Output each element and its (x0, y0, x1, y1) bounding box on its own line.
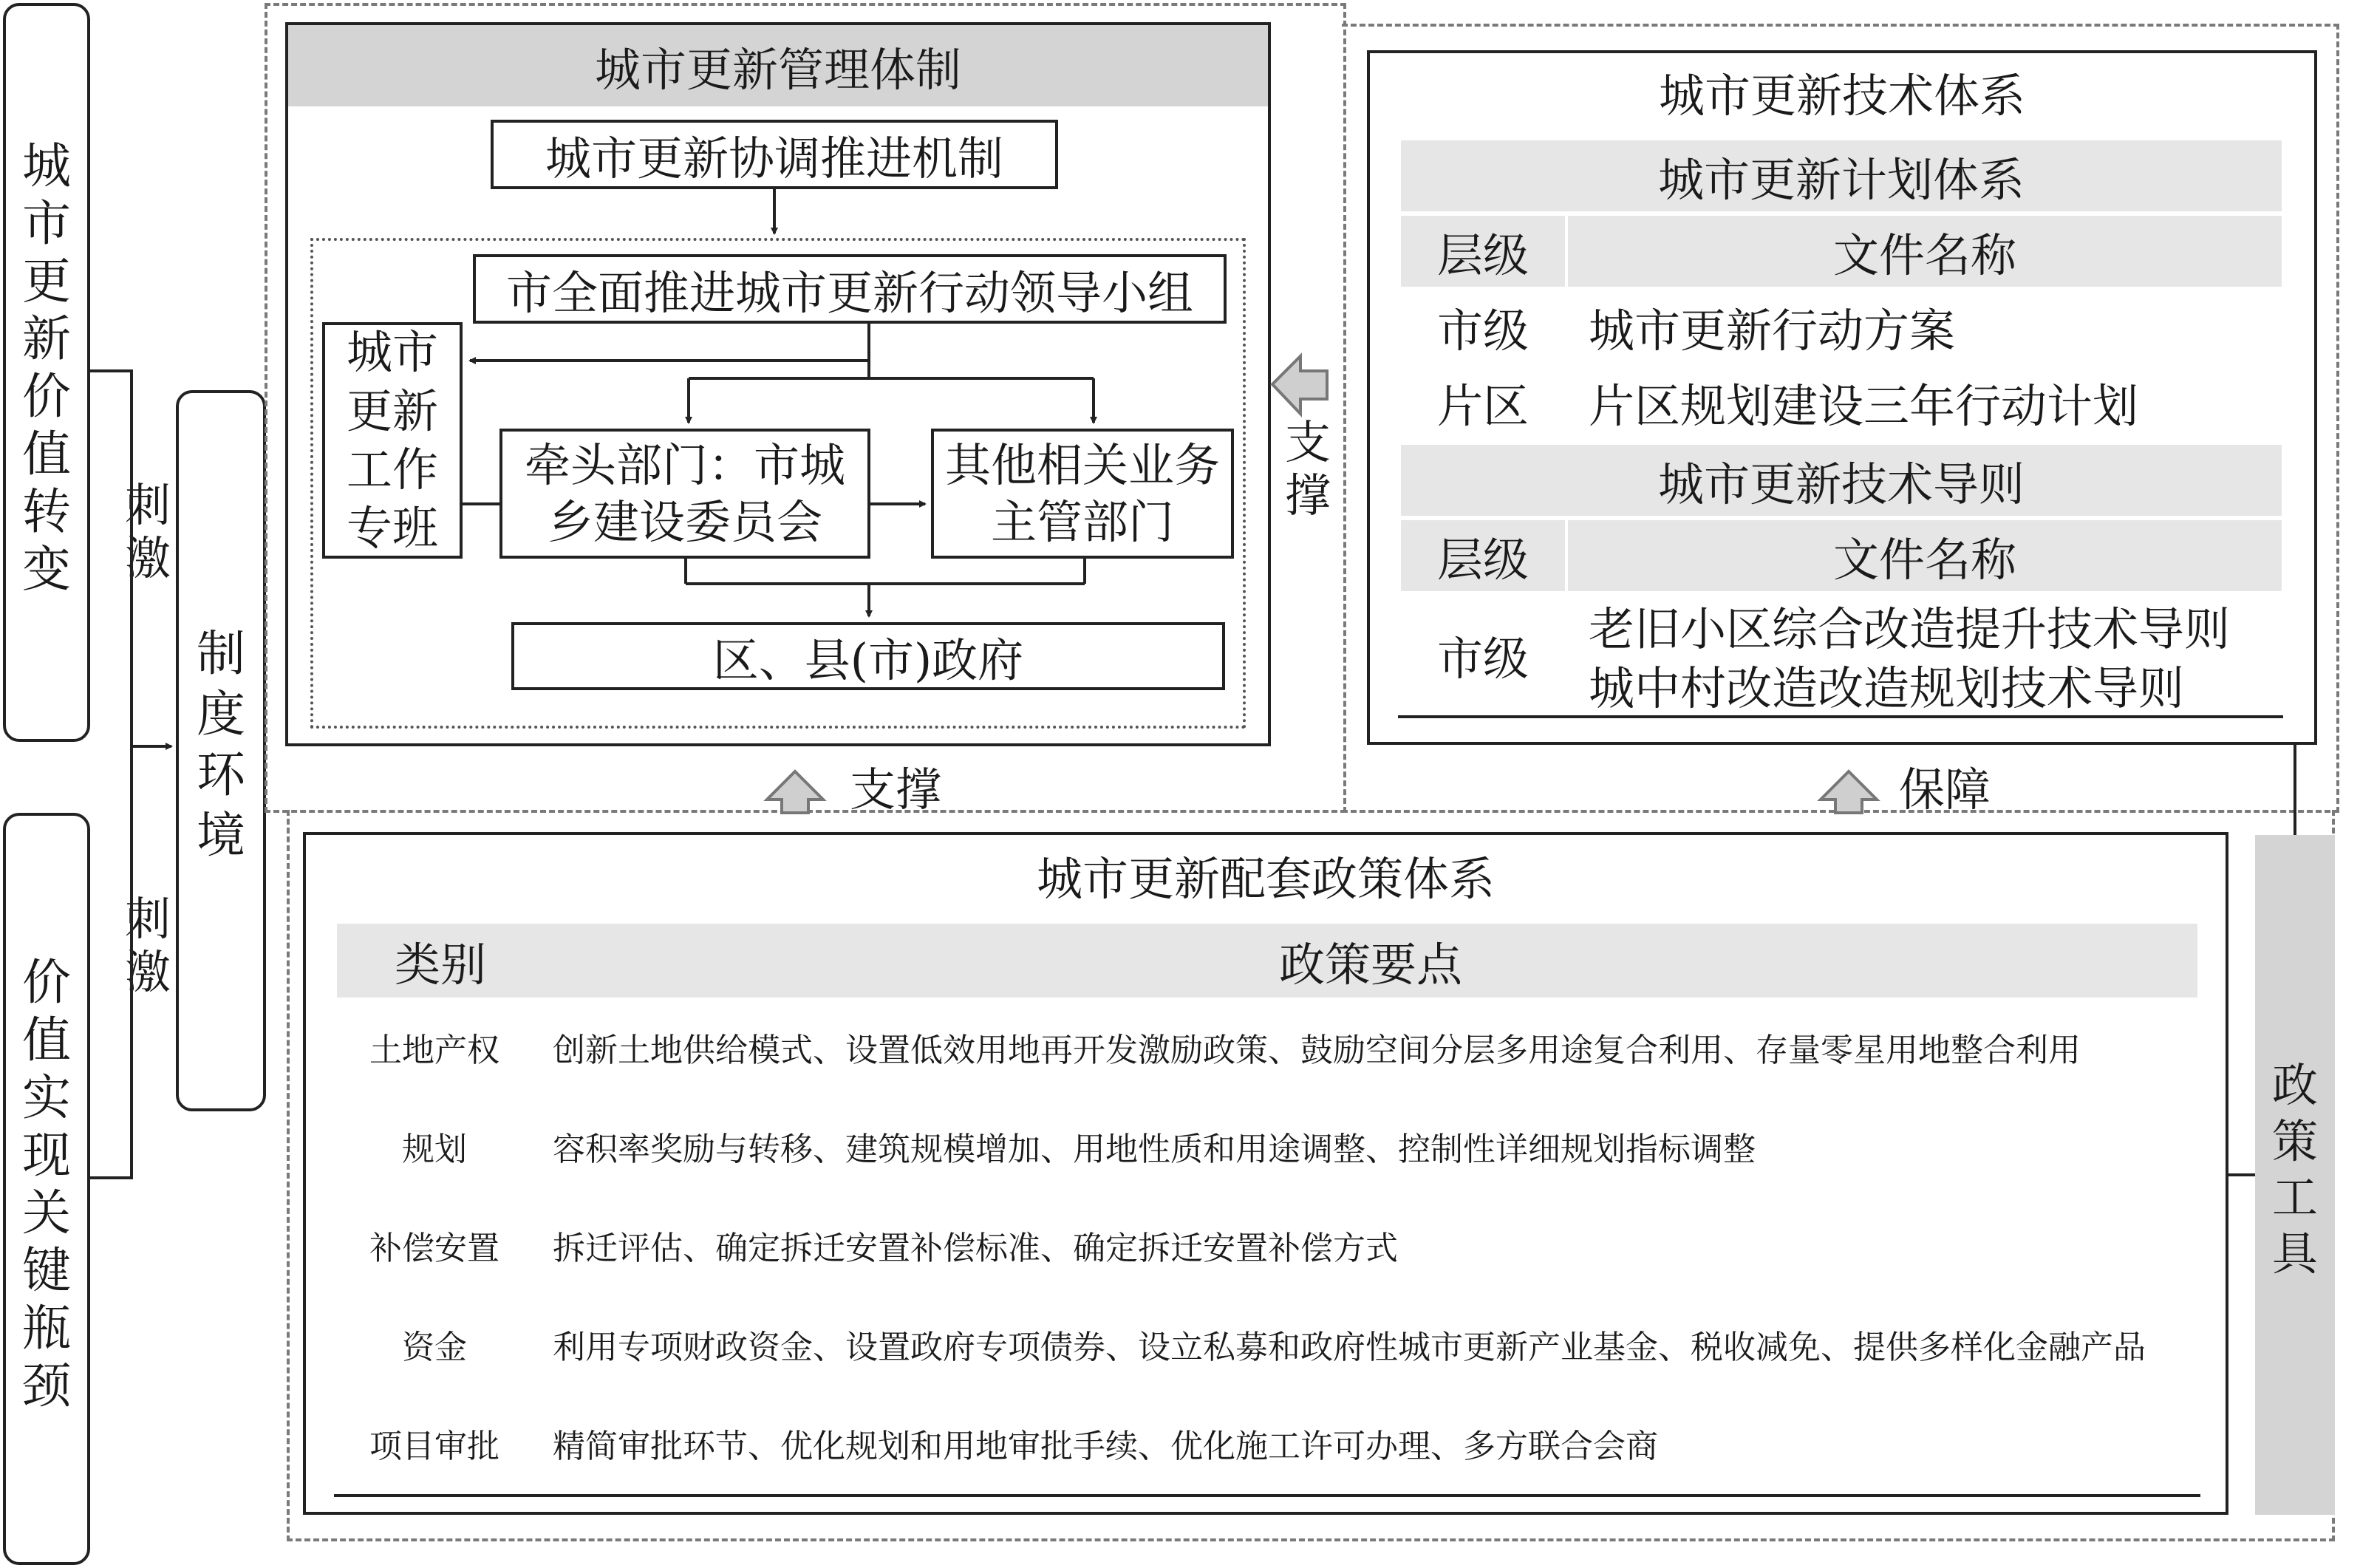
stimulus-label-bottom: 刺 激 (124, 892, 171, 999)
support-arrow-left (1272, 356, 1327, 414)
support-label-right: 支 撑 (1284, 415, 1331, 522)
plan-col-file: 文件名称 (1568, 216, 2282, 287)
institution-box: 制 度 环 境 (176, 390, 266, 1111)
line-value-shift (90, 371, 132, 746)
district-gov-box: 区、县(市)政府 (511, 622, 1225, 690)
leading-group-box: 市全面推进城市更新行动领导小组 (473, 254, 1227, 324)
guideline-row-file-1: 老旧小区综合改造提升技术导则 (1589, 601, 2231, 656)
guideline-system-header: 城市更新技术导则 (1401, 445, 2282, 516)
policy-row-points: 拆迁评估、确定拆迁安置补偿标准、确定拆迁安置补偿方式 (553, 1230, 1398, 1267)
guideline-col-file: 文件名称 (1568, 520, 2282, 591)
policy-row-points: 精简审批环节、优化规划和用地审批手续、优化施工许可办理、多方联合会商 (553, 1428, 1658, 1465)
plan-row-2-file: 片区规划建设三年行动计划 (1589, 378, 2139, 433)
guideline-row-level: 市级 (1436, 631, 1529, 686)
policy-title: 城市更新配套政策体系 (1036, 851, 1495, 906)
plan-row-1-level: 市级 (1436, 303, 1529, 358)
value-shift-text: 城 市 更 新 价 值 转 变 (22, 137, 71, 598)
guideline-col-level: 层级 (1401, 520, 1565, 591)
policy-row-points: 利用专项财政资金、设置政府专项债券、设立私募和政府性城市更新产业基金、税收减免、提供多样化金融产品 (553, 1329, 2146, 1366)
task-force-text: 城市更新工作专班 (346, 325, 438, 556)
policy-col-points: 政策要点 (1278, 937, 1462, 992)
stimulus-label-top: 刺 激 (124, 478, 171, 585)
guarantee-label: 保障 (1899, 762, 1991, 817)
policy-row-category: 项目审批 (369, 1428, 499, 1465)
support-label-bottom: 支撑 (850, 762, 942, 817)
plan-row-2-level: 片区 (1436, 378, 1529, 433)
support-arrow-up (767, 771, 823, 813)
lead-dept-text: 牵头部门：市城乡建设委员会 (524, 437, 845, 549)
plan-row-1-file: 城市更新行动方案 (1589, 303, 1956, 358)
bottleneck-text: 价 值 实 现 关 键 瓶 颈 (22, 954, 71, 1414)
coordination-mechanism-box: 城市更新协调推进机制 (491, 120, 1058, 189)
policy-row-category: 补偿安置 (369, 1230, 499, 1267)
policy-tools-bar: 政 策 工 具 (2255, 835, 2335, 1515)
other-depts-text: 其他相关业务主管部门 (944, 437, 1220, 549)
policy-row-points: 容积率奖励与转移、建筑规模增加、用地性质和用途调整、控制性详细规划指标调整 (553, 1131, 1756, 1168)
policy-row-category: 资金 (402, 1329, 467, 1366)
technical-title: 城市更新技术体系 (1658, 68, 2025, 123)
plan-col-level: 层级 (1401, 216, 1565, 287)
policy-row-category: 土地产权 (369, 1032, 499, 1069)
policy-col-category: 类别 (394, 937, 486, 992)
policy-row-category: 规划 (402, 1131, 467, 1168)
plan-system-header: 城市更新计划体系 (1401, 140, 2282, 211)
management-title: 城市更新管理体制 (288, 25, 1268, 106)
line-bottleneck (90, 746, 132, 1178)
guideline-row-file-2: 城中村改造改造规划技术导则 (1589, 661, 2185, 715)
guarantee-arrow-up (1821, 771, 1877, 813)
policy-row-points: 创新土地供给模式、设置低效用地再开发激励政策、鼓励空间分层多用途复合利用、存量零星用地整合利用 (553, 1032, 2081, 1069)
